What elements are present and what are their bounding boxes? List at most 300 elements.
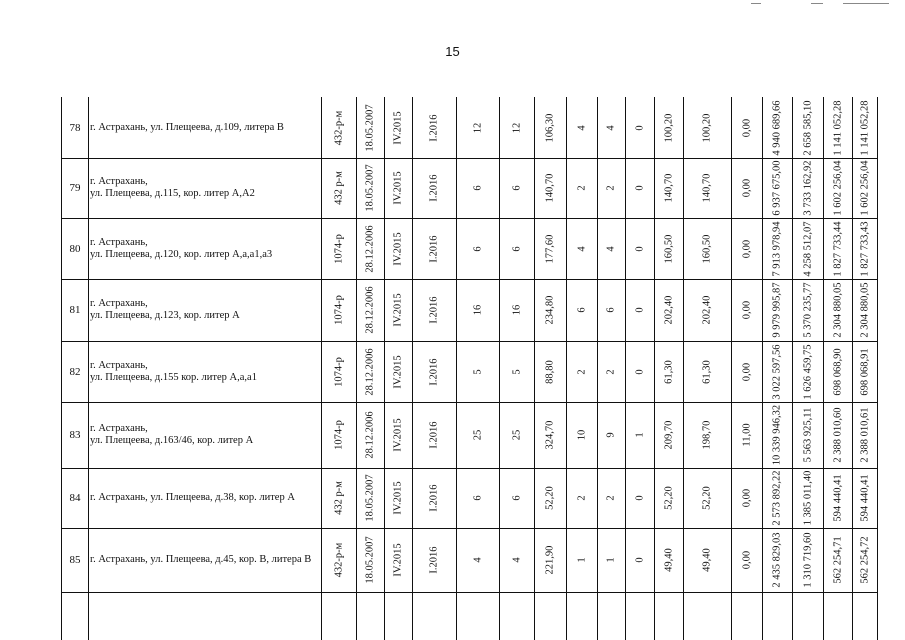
area-municipal-cell: [731, 341, 762, 402]
rooms-total-cell: [566, 158, 597, 218]
residents-total-cell: [456, 468, 499, 528]
area-relocated-cell: [654, 402, 683, 468]
residents-total-cell: [456, 402, 499, 468]
cell-value: 3 733 162,92: [802, 160, 813, 216]
area-municipal-cell: [731, 279, 762, 341]
rooms-total-cell: [566, 341, 597, 402]
cell-value: 140,70: [701, 173, 713, 203]
cell-value: 6: [472, 185, 483, 191]
cell-value: 4: [576, 124, 587, 131]
order-number-cell: [321, 528, 356, 592]
order-number-cell: [321, 402, 356, 468]
area-total-cell: [534, 341, 566, 402]
cell-value: 432-р-м: [333, 542, 344, 578]
residents-total-cell: [456, 218, 499, 279]
fund-share-cell: [792, 218, 823, 279]
rooms-municipal-cell: [625, 97, 654, 158]
address-cell: [88, 468, 321, 528]
cell-value: 6: [472, 495, 483, 501]
cell-value: 106,30: [544, 113, 556, 142]
cell-value: 4 940 689,66: [771, 99, 783, 156]
cell-value: IV.2015: [392, 293, 404, 327]
address-cell: [88, 341, 321, 402]
cell-value: 1074-р: [333, 420, 344, 450]
municipal-share-cell: [852, 97, 877, 158]
area-private-cell: [683, 97, 731, 158]
cell-value: 49,40: [663, 548, 674, 572]
address-cell: [88, 218, 321, 279]
row-number-cell: 79: [69, 182, 81, 194]
cell-value: IV.2015: [392, 171, 404, 205]
area-municipal-cell: [731, 97, 762, 158]
address-line: г. Астрахань, ул. Плещеева, д.109, литера В: [90, 121, 284, 133]
residents-total-cell: [456, 97, 499, 158]
cell-value: 562 254,72: [859, 536, 870, 584]
address-line: ул. Плещеева, д.120, кор. литер А,а,а1,а3: [90, 248, 273, 260]
cell-value: 0,00: [741, 488, 752, 508]
municipal-share-cell: [852, 468, 877, 528]
cost-total-cell: [762, 279, 792, 341]
area-private-cell: [683, 402, 731, 468]
data-table: [61, 97, 878, 640]
cell-value: 2 388 010,60: [832, 407, 843, 463]
municipal-share-cell: [852, 528, 877, 592]
cell-value: 5 563 925,11: [802, 407, 813, 463]
cell-value: 2: [605, 185, 617, 191]
row-number-cell: 85: [69, 554, 81, 566]
cell-value: 2 658 585,10: [802, 99, 813, 156]
cell-value: 1: [605, 557, 617, 563]
cell-value: IV.2015: [392, 110, 404, 145]
cell-value: 0: [634, 495, 645, 501]
start-period-cell: [384, 97, 412, 158]
address-cell: [88, 279, 321, 341]
cell-value: 5: [472, 368, 483, 375]
cell-value: 0: [634, 185, 645, 191]
address-line: ул. Плещеева, д.163/46, кор. литер А: [90, 435, 254, 446]
area-total-cell: [534, 158, 566, 218]
address-cell: [88, 158, 321, 218]
start-period-cell: [384, 528, 412, 592]
order-date-cell: [356, 402, 384, 468]
cell-value: 10: [576, 429, 587, 441]
cell-value: 6: [511, 245, 522, 252]
area-total-cell: [534, 218, 566, 279]
row-number-cell: 80: [69, 242, 81, 255]
cell-value: 698 068,90: [832, 347, 843, 396]
cell-value: 18.05.2007: [364, 164, 376, 212]
address-line: г. Астрахань,: [90, 298, 148, 309]
cell-value: 594 440,41: [859, 474, 870, 522]
cell-value: 6 937 675,00: [771, 160, 783, 216]
cell-value: 0: [634, 124, 645, 131]
regional-share-cell: [823, 279, 852, 341]
cell-value: 4: [605, 124, 617, 131]
cell-value: 52,20: [663, 486, 674, 510]
cell-value: 16: [472, 304, 483, 316]
address-line: ул. Плещеева, д.123, кор. литер А: [90, 310, 240, 321]
cell-value: IV.2015: [392, 543, 404, 577]
cell-value: 25: [511, 429, 522, 441]
cell-value: 1074-р: [333, 233, 344, 264]
cell-value: 1 827 733,44: [832, 220, 843, 277]
rooms-municipal-cell: [625, 279, 654, 341]
cell-value: 4: [511, 557, 522, 563]
cell-value: 160,50: [663, 234, 674, 263]
end-period-cell: [412, 279, 456, 341]
fund-share-cell: [792, 402, 823, 468]
cell-value: 0,00: [741, 550, 752, 570]
row-number-cell: 84: [69, 492, 81, 504]
cell-value: 4: [576, 245, 587, 252]
order-number-cell: [321, 97, 356, 158]
area-relocated-cell: [654, 158, 683, 218]
rooms-municipal-cell: [625, 158, 654, 218]
cell-value: 28.12.2006: [364, 411, 376, 459]
cell-value: 49,40: [701, 548, 713, 572]
regional-share-cell: [823, 341, 852, 402]
cell-value: IV.2015: [392, 354, 404, 389]
row-number-cell: 83: [69, 429, 81, 441]
cost-total-cell: [762, 158, 792, 218]
cell-value: 2 304 880,05: [832, 282, 843, 338]
cell-value: 18.05.2007: [364, 103, 376, 152]
rooms-municipal-cell: [625, 468, 654, 528]
cell-value: 140,70: [663, 173, 674, 203]
rooms-private-cell: [597, 528, 625, 592]
area-total-cell: [534, 97, 566, 158]
residents-relocated-cell: [499, 528, 534, 592]
cell-value: 9 979 995,87: [771, 282, 783, 338]
residents-relocated-cell: [499, 218, 534, 279]
cell-value: 698 068,91: [859, 347, 870, 396]
fund-share-cell: [792, 528, 823, 592]
cell-value: 198,70: [701, 420, 713, 450]
area-relocated-cell: [654, 279, 683, 341]
address-line: г. Астрахань,: [90, 176, 148, 187]
row-number-cell: 82: [69, 365, 81, 378]
order-date-cell: [356, 218, 384, 279]
cell-value: 1 385 011,40: [802, 470, 813, 526]
cell-value: 562 254,71: [832, 536, 843, 584]
start-period-cell: [384, 341, 412, 402]
area-relocated-cell: [654, 528, 683, 592]
cell-value: 2: [605, 368, 617, 375]
fund-share-cell: [792, 341, 823, 402]
address-line: г. Астрахань,: [90, 236, 148, 248]
cell-value: 1 602 256,04: [859, 160, 870, 216]
cell-value: 2: [576, 185, 587, 191]
cell-value: 6: [511, 495, 522, 501]
area-private-cell: [683, 528, 731, 592]
end-period-cell: [412, 528, 456, 592]
regional-share-cell: [823, 528, 852, 592]
cell-value: 3 022 597,56: [771, 343, 783, 400]
cell-value: 0: [634, 307, 645, 313]
order-number-cell: [321, 158, 356, 218]
cell-value: 100,20: [663, 113, 674, 142]
row-divider: [62, 592, 877, 593]
cell-value: 11,00: [741, 423, 752, 447]
order-date-cell: [356, 158, 384, 218]
cell-value: 2: [576, 368, 587, 375]
cell-value: 177,60: [544, 234, 556, 263]
order-number-cell: [321, 218, 356, 279]
residents-relocated-cell: [499, 341, 534, 402]
cell-value: 0,00: [741, 178, 752, 198]
cell-value: 52,20: [544, 486, 556, 510]
area-total-cell: [534, 468, 566, 528]
cell-value: 6: [605, 307, 617, 313]
rooms-private-cell: [597, 97, 625, 158]
cell-value: 0,00: [741, 118, 752, 137]
cost-total-cell: [762, 97, 792, 158]
cell-value: 234,80: [544, 295, 556, 325]
fund-share-cell: [792, 279, 823, 341]
cell-value: 0: [634, 245, 645, 252]
cell-value: 6: [472, 245, 483, 252]
cell-value: IV.2015: [392, 231, 404, 266]
cell-value: 1 626 459,75: [802, 343, 813, 400]
cell-value: 432 р-м: [333, 171, 344, 205]
cell-value: 9: [605, 432, 617, 438]
rooms-total-cell: [566, 97, 597, 158]
rooms-private-cell: [597, 402, 625, 468]
area-total-cell: [534, 528, 566, 592]
rooms-municipal-cell: [625, 341, 654, 402]
cell-value: 88,80: [544, 359, 556, 384]
end-period-cell: [412, 97, 456, 158]
cell-value: 2 388 010,61: [859, 407, 870, 463]
fund-share-cell: [792, 158, 823, 218]
cell-value: 10 339 946,32: [771, 404, 783, 466]
residents-relocated-cell: [499, 279, 534, 341]
end-period-cell: [412, 218, 456, 279]
rooms-total-cell: [566, 402, 597, 468]
area-total-cell: [534, 402, 566, 468]
order-date-cell: [356, 468, 384, 528]
address-line: ул. Плещеева, д.155 кор. литер А,а,а1: [90, 371, 257, 383]
area-private-cell: [683, 468, 731, 528]
area-relocated-cell: [654, 97, 683, 158]
cell-value: 1: [634, 432, 645, 438]
cell-value: IV.2015: [392, 418, 404, 452]
start-period-cell: [384, 468, 412, 528]
area-municipal-cell: [731, 528, 762, 592]
start-period-cell: [384, 402, 412, 468]
area-relocated-cell: [654, 341, 683, 402]
residents-total-cell: [456, 158, 499, 218]
fund-share-cell: [792, 468, 823, 528]
area-municipal-cell: [731, 218, 762, 279]
cell-value: 202,40: [701, 295, 713, 325]
cell-value: 2 573 892,22: [771, 470, 783, 526]
cell-value: 18.05.2007: [364, 474, 376, 522]
address-line: г. Астрахань, ул. Плещеева, д.45, кор. В, литера В: [90, 554, 312, 565]
end-period-cell: [412, 158, 456, 218]
cost-total-cell: [762, 341, 792, 402]
end-period-cell: [412, 468, 456, 528]
cell-value: 28.12.2006: [364, 347, 376, 396]
cell-value: 7 913 978,94: [771, 220, 783, 277]
cell-value: I.2016: [428, 484, 440, 512]
cell-value: 324,70: [544, 420, 556, 450]
area-relocated-cell: [654, 468, 683, 528]
cell-value: 52,20: [701, 486, 713, 510]
area-relocated-cell: [654, 218, 683, 279]
cell-value: 1074-р: [333, 295, 344, 325]
cell-value: 1: [576, 557, 587, 563]
address-cell: [88, 402, 321, 468]
cell-value: 2 304 880,05: [859, 282, 870, 338]
area-total-cell: [534, 279, 566, 341]
rooms-private-cell: [597, 341, 625, 402]
cell-value: I.2016: [428, 113, 440, 142]
cell-value: 221,90: [544, 545, 556, 575]
address-cell: [88, 97, 321, 158]
rooms-municipal-cell: [625, 402, 654, 468]
area-municipal-cell: [731, 402, 762, 468]
row-number-cell: 78: [69, 121, 81, 134]
cell-value: 4: [472, 557, 483, 563]
cell-value: 6: [576, 307, 587, 313]
area-private-cell: [683, 218, 731, 279]
cell-value: I.2016: [428, 357, 440, 386]
cell-value: 1 602 256,04: [832, 160, 843, 216]
cost-total-cell: [762, 468, 792, 528]
municipal-share-cell: [852, 341, 877, 402]
cell-value: 12: [472, 122, 483, 133]
area-municipal-cell: [731, 158, 762, 218]
residents-total-cell: [456, 528, 499, 592]
regional-share-cell: [823, 468, 852, 528]
cell-value: I.2016: [428, 421, 440, 449]
cell-value: 209,70: [663, 420, 674, 450]
cell-value: 12: [511, 122, 522, 133]
residents-relocated-cell: [499, 468, 534, 528]
residents-relocated-cell: [499, 97, 534, 158]
cell-value: I.2016: [428, 546, 440, 574]
cell-value: 594 440,41: [832, 474, 843, 522]
residents-relocated-cell: [499, 402, 534, 468]
cell-value: 61,30: [663, 359, 674, 384]
regional-share-cell: [823, 158, 852, 218]
cell-value: 2: [576, 495, 587, 501]
cell-value: 4 258 512,07: [802, 220, 813, 277]
cost-total-cell: [762, 218, 792, 279]
rooms-total-cell: [566, 528, 597, 592]
fund-share-cell: [792, 97, 823, 158]
municipal-share-cell: [852, 158, 877, 218]
page-number: 15: [445, 44, 460, 59]
residents-total-cell: [456, 341, 499, 402]
row-number-cell: 81: [69, 304, 81, 316]
rooms-private-cell: [597, 468, 625, 528]
cell-value: 0,00: [741, 300, 752, 320]
address-line: г. Астрахань,: [90, 423, 148, 434]
order-date-cell: [356, 279, 384, 341]
order-date-cell: [356, 528, 384, 592]
cell-value: I.2016: [428, 234, 440, 263]
residents-total-cell: [456, 279, 499, 341]
address-line: г. Астрахань,: [90, 359, 148, 371]
cell-value: 432 р-м: [333, 481, 344, 515]
cell-value: I.2016: [428, 174, 440, 202]
rooms-private-cell: [597, 218, 625, 279]
cell-value: 25: [472, 429, 483, 441]
cell-value: 1074-р: [333, 356, 344, 387]
cost-total-cell: [762, 528, 792, 592]
cell-value: 1 141 052,28: [859, 99, 870, 156]
area-municipal-cell: [731, 468, 762, 528]
order-number-cell: [321, 279, 356, 341]
rooms-total-cell: [566, 279, 597, 341]
order-number-cell: [321, 341, 356, 402]
regional-share-cell: [823, 402, 852, 468]
area-private-cell: [683, 279, 731, 341]
rooms-private-cell: [597, 158, 625, 218]
cell-value: 5: [511, 368, 522, 375]
regional-share-cell: [823, 97, 852, 158]
end-period-cell: [412, 341, 456, 402]
cell-value: 140,70: [544, 173, 556, 203]
cost-total-cell: [762, 402, 792, 468]
cell-value: 4: [605, 245, 617, 252]
cell-value: 2 435 829,03: [771, 532, 783, 588]
cell-value: 0: [634, 557, 645, 563]
rooms-municipal-cell: [625, 528, 654, 592]
cell-value: 1 141 052,28: [832, 99, 843, 156]
cell-value: 1 310 719,60: [802, 532, 813, 588]
cell-value: 0,00: [741, 362, 752, 381]
municipal-share-cell: [852, 218, 877, 279]
regional-share-cell: [823, 218, 852, 279]
cell-value: 28.12.2006: [364, 224, 376, 273]
start-period-cell: [384, 279, 412, 341]
cell-value: 160,50: [701, 234, 713, 263]
cell-value: 6: [511, 185, 522, 191]
area-private-cell: [683, 158, 731, 218]
order-date-cell: [356, 341, 384, 402]
page-top-marks: [751, 0, 891, 6]
cell-value: I.2016: [428, 296, 440, 324]
rooms-municipal-cell: [625, 218, 654, 279]
cell-value: 2: [605, 495, 617, 501]
cell-value: 0: [634, 368, 645, 375]
cell-value: 0,00: [741, 239, 752, 258]
cell-value: 18.05.2007: [364, 536, 376, 584]
start-period-cell: [384, 158, 412, 218]
cell-value: 28.12.2006: [364, 286, 376, 334]
cell-value: 1 827 733,43: [859, 220, 870, 277]
start-period-cell: [384, 218, 412, 279]
municipal-share-cell: [852, 279, 877, 341]
residents-relocated-cell: [499, 158, 534, 218]
cell-value: 432-р-м: [333, 110, 344, 145]
order-date-cell: [356, 97, 384, 158]
rooms-private-cell: [597, 279, 625, 341]
end-period-cell: [412, 402, 456, 468]
cell-value: IV.2015: [392, 481, 404, 515]
rooms-total-cell: [566, 468, 597, 528]
rooms-total-cell: [566, 218, 597, 279]
address-line: г. Астрахань, ул. Плещеева, д.38, кор. литер А: [90, 492, 295, 503]
area-private-cell: [683, 341, 731, 402]
address-line: ул. Плещеева, д.115, кор. литер А,А2: [90, 188, 255, 199]
cell-value: 202,40: [663, 295, 674, 325]
cell-value: 16: [511, 304, 522, 316]
cell-value: 61,30: [701, 359, 713, 384]
